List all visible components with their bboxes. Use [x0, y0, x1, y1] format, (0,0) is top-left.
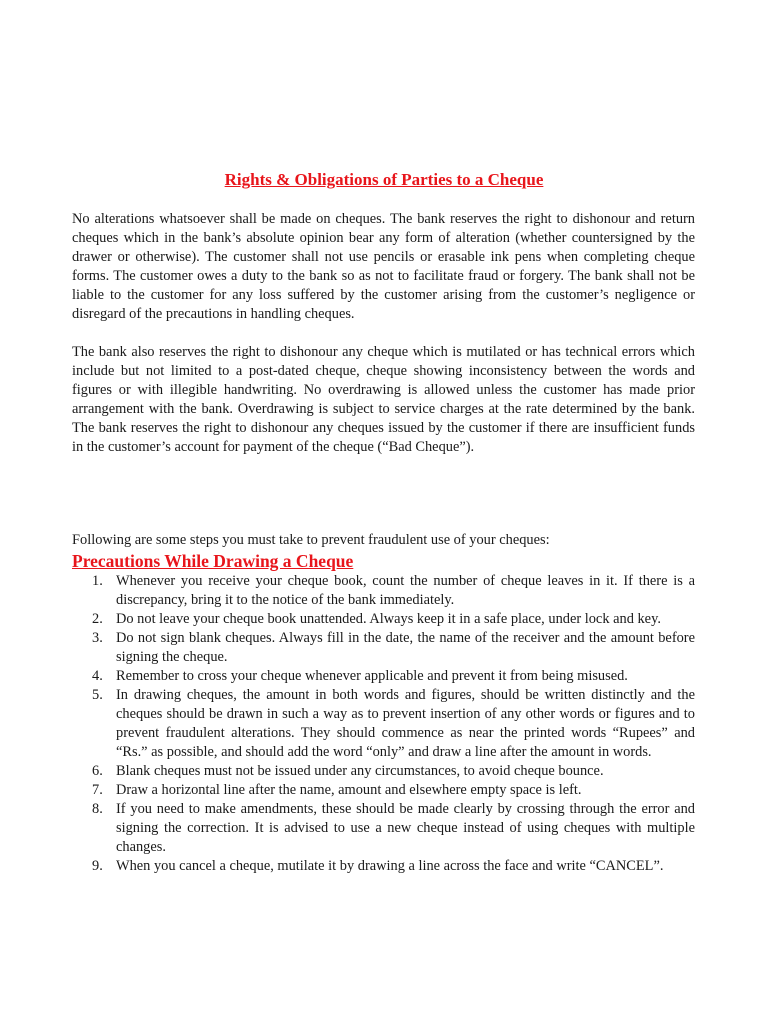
list-item-text: Whenever you receive your cheque book, count the number of cheque leaves in it. If there is a discrepancy, bring it to the notice of the bank immediately.	[116, 573, 695, 608]
list-item-text: Remember to cross your cheque whenever applicable and prevent it from being misused.	[116, 668, 628, 684]
paragraph-intro: Following are some steps you must take to prevent fraudulent use of your cheques:	[72, 532, 550, 548]
list-item	[72, 762, 695, 781]
list-item-text: When you cancel a cheque, mutilate it by drawing a line across the face and write “CANCEL”.	[116, 858, 664, 874]
list-item-number: 5.	[92, 687, 103, 703]
list-item-number: 3.	[92, 630, 103, 646]
list-item-text: If you need to make amendments, these should be made clearly by crossing through the error and signing the correction. It is advised to use a new cheque instead of using cheques with multiple changes.	[116, 801, 695, 855]
list-item	[72, 857, 695, 876]
list-item	[72, 686, 695, 762]
paragraph-dishonour: The bank also reserves the right to dishonour any cheque which is mutilated or has technical errors which include but not limited to a post-dated cheque, cheque showing inconsistency between the words and figures or with illegible handwriting. No overdrawing is allowed unless the customer has made prior arrangement with the bank. Overdrawing is subject to service charges at the rate determined by the bank. The bank reserves the right to dishonour any cheques issued by the customer if there are insufficient funds in the customer’s account for payment of the cheque (“Bad Cheque”).	[72, 344, 695, 455]
precautions-list	[72, 572, 695, 876]
list-item-number: 8.	[92, 801, 103, 817]
list-item-number: 7.	[92, 782, 103, 798]
list-item	[72, 781, 695, 800]
list-item	[72, 629, 695, 667]
list-item-text: Blank cheques must not be issued under any circumstances, to avoid cheque bounce.	[116, 763, 604, 779]
list-item-number: 2.	[92, 611, 103, 627]
precautions-heading: Precautions While Drawing a Cheque	[72, 551, 354, 571]
list-item	[72, 800, 695, 857]
list-item	[72, 610, 695, 629]
list-item-number: 6.	[92, 763, 103, 779]
list-item-number: 1.	[92, 573, 103, 589]
list-item	[72, 667, 695, 686]
page-title: Rights & Obligations of Parties to a Cheque	[224, 170, 544, 189]
paragraph-alterations: No alterations whatsoever shall be made on cheques. The bank reserves the right to dishonour and return cheques which in the bank’s absolute opinion bear any form of alteration (whether countersigned by the drawer or otherwise). The customer shall not use pencils or erasable ink pens when completing cheque forms. The customer owes a duty to the bank so as not to facilitate fraud or forgery. The bank shall not be liable to the customer for any loss suffered by the customer arising from the customer’s negligence or disregard of the precautions in handling cheques.	[72, 211, 695, 322]
list-item-text: In drawing cheques, the amount in both words and figures, should be written distinctly and the cheques should be drawn in such a way as to prevent insertion of any other words or figures and to prevent fraudulent alterations. They should commence as near the printed words “Rupees” and “Rs.” as possible, and should add the word “only” and draw a line after the amount in words.	[116, 687, 695, 760]
list-item-text: Do not sign blank cheques. Always fill in the date, the name of the receiver and the amount before signing the cheque.	[116, 630, 695, 665]
list-item-text: Draw a horizontal line after the name, amount and elsewhere empty space is left.	[116, 782, 582, 798]
list-item-number: 4.	[92, 668, 103, 684]
list-item-number: 9.	[92, 858, 103, 874]
list-item-text: Do not leave your cheque book unattended. Always keep it in a safe place, under lock and key.	[116, 611, 661, 627]
list-item	[72, 572, 695, 610]
